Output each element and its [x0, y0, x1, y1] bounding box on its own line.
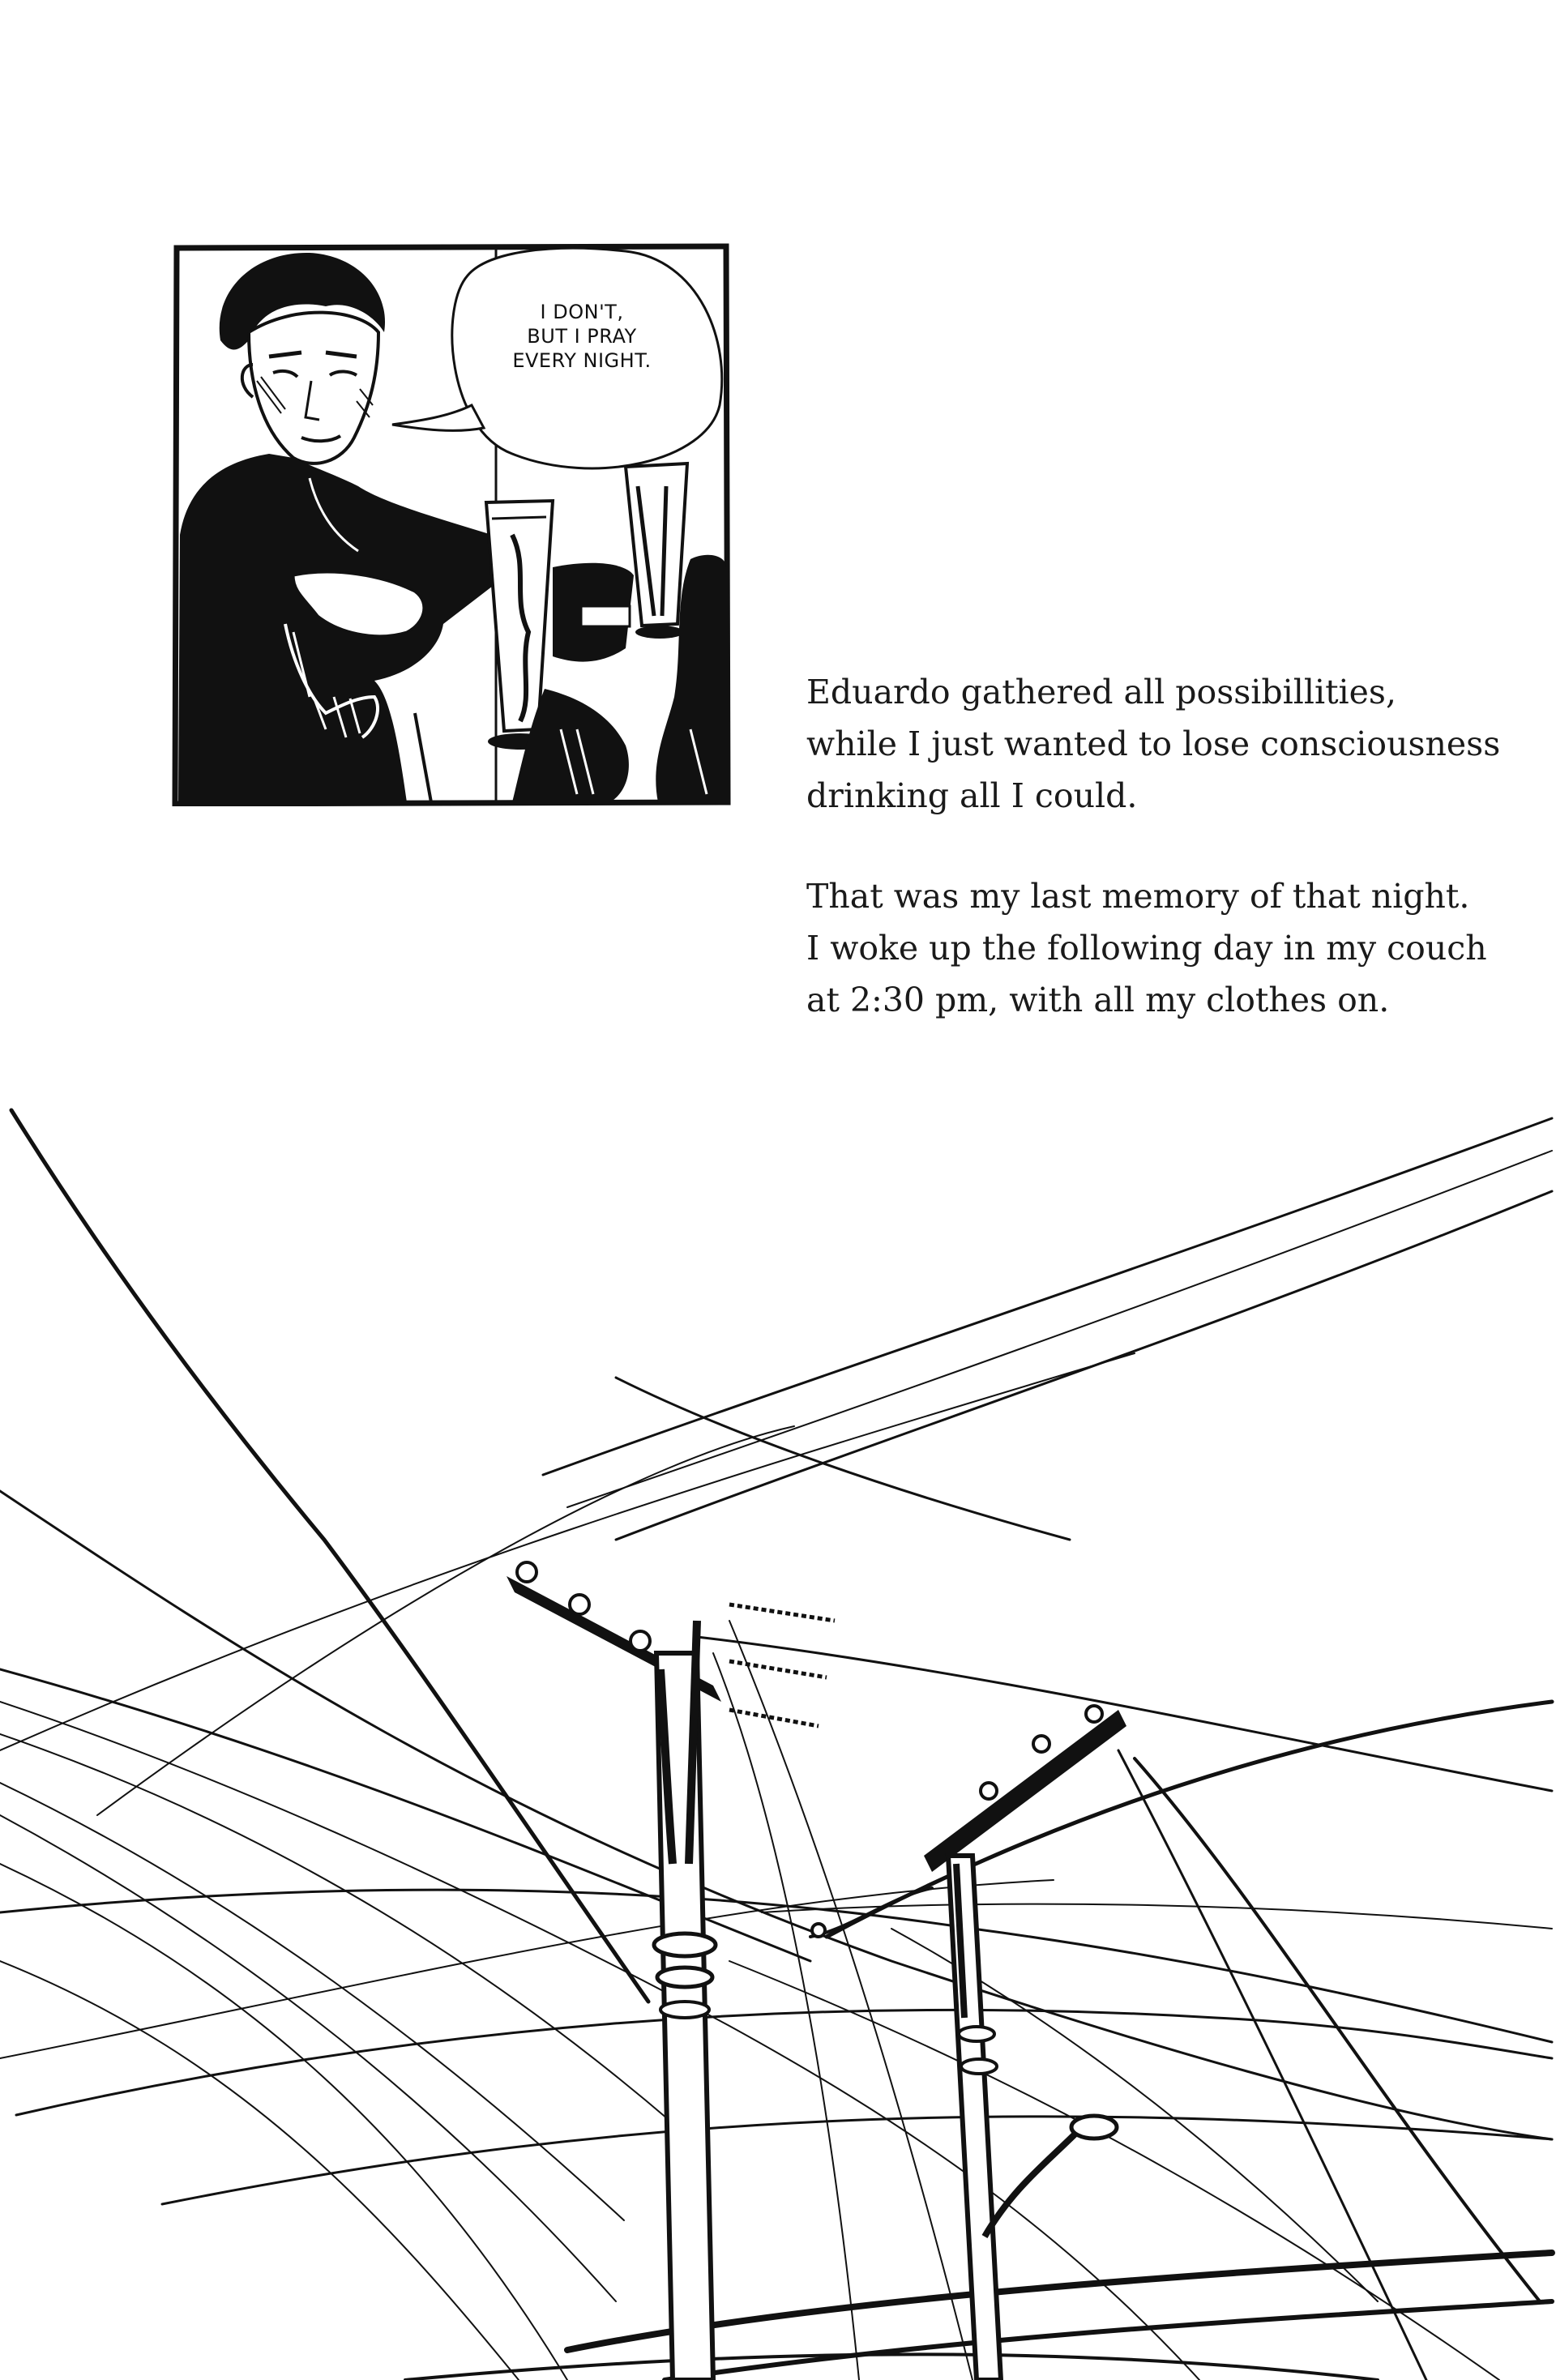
- bubble-line-1: I DON'T,: [540, 301, 624, 323]
- narration-paragraph-2: [806, 870, 1536, 1026]
- narration-caption: [806, 666, 1536, 1075]
- narration-line: at 2:30 pm, with all my clothes on.: [806, 981, 1390, 1019]
- narration-line: That was my last memory of that night.: [806, 877, 1470, 916]
- narration-line: drinking all I could.: [806, 776, 1138, 815]
- power-lines-illustration: [0, 1086, 1556, 2380]
- power-lines-panel: [0, 1086, 1556, 2380]
- narration-line: I woke up the following day in my couch: [806, 929, 1487, 968]
- bubble-line-3: EVERY NIGHT.: [512, 349, 652, 372]
- narration-line: while I just wanted to lose consciousness: [806, 724, 1501, 763]
- narration-paragraph-1: [806, 666, 1536, 822]
- bubble-line-2: BUT I PRAY: [527, 325, 637, 348]
- speech-bubble-text: [501, 300, 663, 373]
- narration-line: Eduardo gathered all possibillities,: [806, 673, 1397, 711]
